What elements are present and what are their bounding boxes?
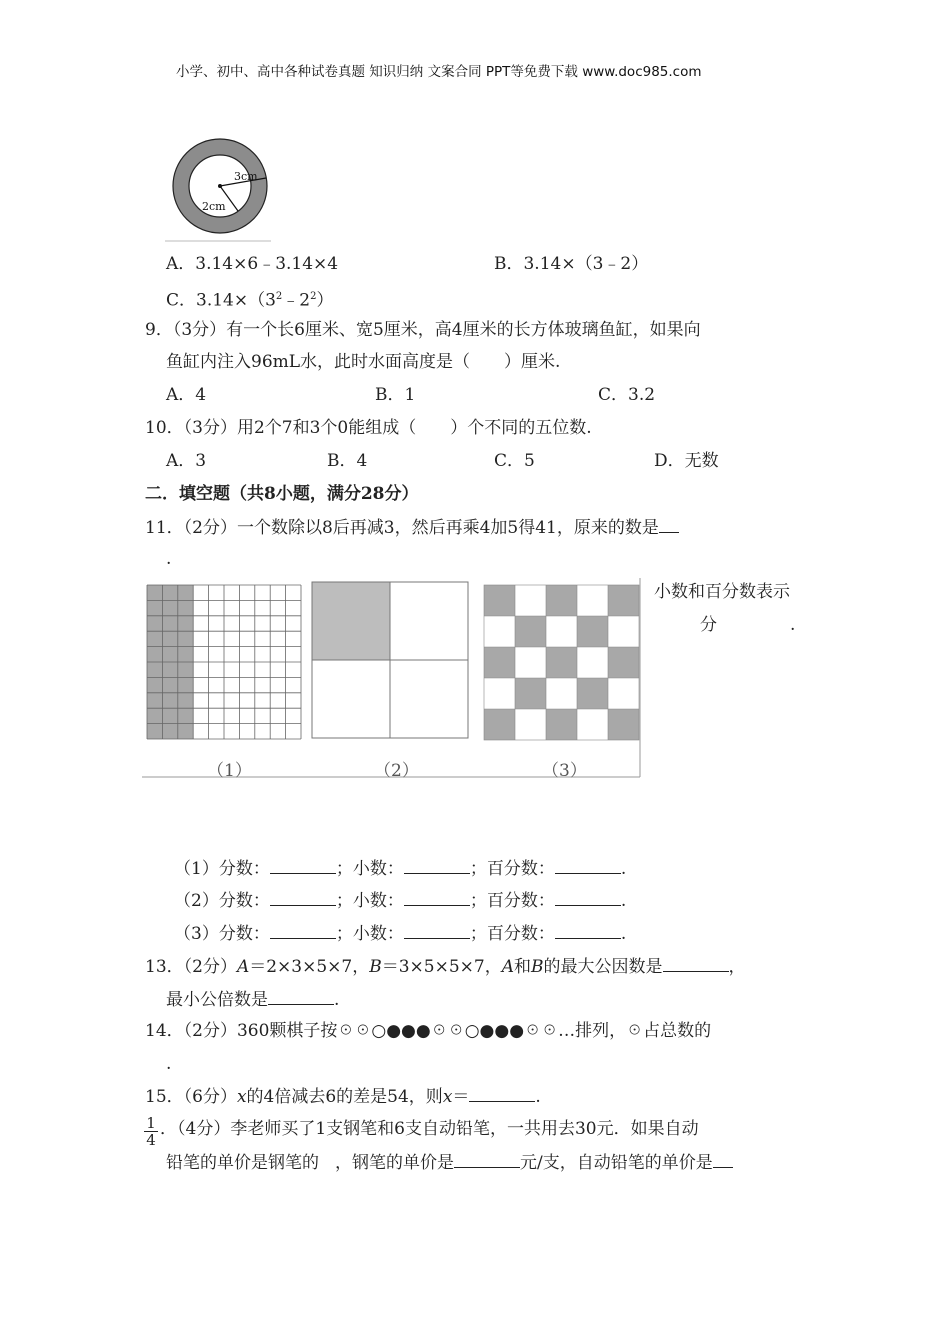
q9-option-b: B．1 (375, 385, 416, 405)
row3-decimal-blank[interactable] (404, 923, 470, 939)
q10-option-b: B．4 (327, 451, 368, 471)
section-title: 二．填空题（共8小题，满分28分） (145, 484, 419, 504)
q11-answer-blank[interactable] (659, 517, 679, 533)
q12-side-text-1: 小数和百分数表示 (654, 582, 790, 602)
q13-lcm-blank[interactable] (268, 989, 334, 1005)
q13-line2: 最小公倍数是 . (166, 990, 340, 1010)
figure-1-label: （1） (207, 761, 252, 780)
q11-dot: . (166, 549, 172, 569)
annulus-diagram (165, 138, 275, 244)
row1-fraction-blank[interactable] (270, 858, 336, 874)
q12-figures (142, 578, 642, 780)
q15-answer-blank[interactable] (469, 1086, 535, 1102)
q16-line1: ．（4分）李老师买了1支钢笔和6支自动铅笔，一共用去30元．如果自动 (160, 1119, 699, 1139)
q16-pen-price-blank[interactable] (454, 1152, 520, 1168)
q12-side-text-2b: . (790, 615, 796, 635)
row2-percent-blank[interactable] (555, 890, 621, 906)
q10-option-d: D．无数 (654, 451, 719, 471)
ring-figure (165, 138, 275, 244)
figure-3-grid (484, 585, 639, 740)
outer-radius-label: 3cm (234, 170, 258, 183)
figure-1-grid (147, 585, 301, 739)
row1-decimal-blank[interactable] (404, 858, 470, 874)
q12-side-text-2a: 分 (700, 615, 717, 635)
q8-option-b: B．3.14×（3﹣2） (494, 254, 649, 274)
inner-radius-label: 2cm (202, 200, 226, 213)
q8-option-c: C．$3.14\times(3^2﹣2^2)$ (166, 290, 334, 311)
q13-gcd-blank[interactable] (663, 956, 729, 972)
q10-stem: 10．（3分）用2个7和3个0能组成（ ）个不同的五位数. (145, 418, 592, 438)
q12-row-3: （3）分数： ；小数： ；百分数： . (174, 924, 627, 944)
q16-pencil-price-blank[interactable] (713, 1152, 733, 1168)
row3-percent-blank[interactable] (555, 923, 621, 939)
q9-option-c: C．3.2 (598, 385, 656, 405)
q15-stem: 15．（6分）x的4倍减去6的差是54，则x＝ . (145, 1087, 541, 1107)
q12-figure-svg (142, 578, 642, 780)
row2-decimal-blank[interactable] (404, 890, 470, 906)
q9-stem-line2: 鱼缸内注入96mL水，此时水面高度是（ ）厘米. (166, 352, 561, 372)
q12-row-2: （2）分数： ；小数： ；百分数： . (174, 891, 627, 911)
center-dot (218, 184, 222, 188)
figure-3-label: （3） (542, 761, 587, 780)
row2-fraction-blank[interactable] (270, 890, 336, 906)
q10-option-a: A．3 (166, 451, 207, 471)
figure-2-label: （2） (374, 761, 419, 780)
q14-dot: . (166, 1054, 172, 1074)
q10-option-c: C．5 (494, 451, 535, 471)
q12-row-1: （1）分数： ；小数： ；百分数： . (174, 859, 627, 879)
q9-option-a: A．4 (166, 385, 207, 405)
figure-2-grid (312, 582, 468, 738)
q13-line1: 13．（2分）A＝2×3×5×7，B＝3×5×5×7，A和B的最大公因数是 ， (145, 957, 746, 977)
q8-option-a: A．3.14×6﹣3.14×4 (166, 254, 339, 274)
q9-stem-line1: 9．（3分）有一个长6厘米、宽5厘米，高4厘米的长方体玻璃鱼缸，如果向 (145, 320, 701, 340)
q16-fraction-overlay: $\frac{1}{4}$ (144, 1115, 158, 1148)
page-header: 小学、初中、高中各种试卷真题 知识归纳 文案合同 PPT等免费下载 www.doc985.com (176, 64, 702, 80)
row1-percent-blank[interactable] (555, 858, 621, 874)
q14-stem: 14．（2分）360颗棋子按☉☉○●●●☉☉○●●●☉☉…排列，☉占总数的 (145, 1021, 712, 1041)
row3-fraction-blank[interactable] (270, 923, 336, 939)
q16-line2: 铅笔的单价是钢笔的 ，钢笔的单价是 元/支，自动铅笔的单价是 (166, 1152, 733, 1173)
q11-stem: 11．（2分）一个数除以8后再减3，然后再乘4加5得41，原来的数是 (145, 517, 679, 538)
